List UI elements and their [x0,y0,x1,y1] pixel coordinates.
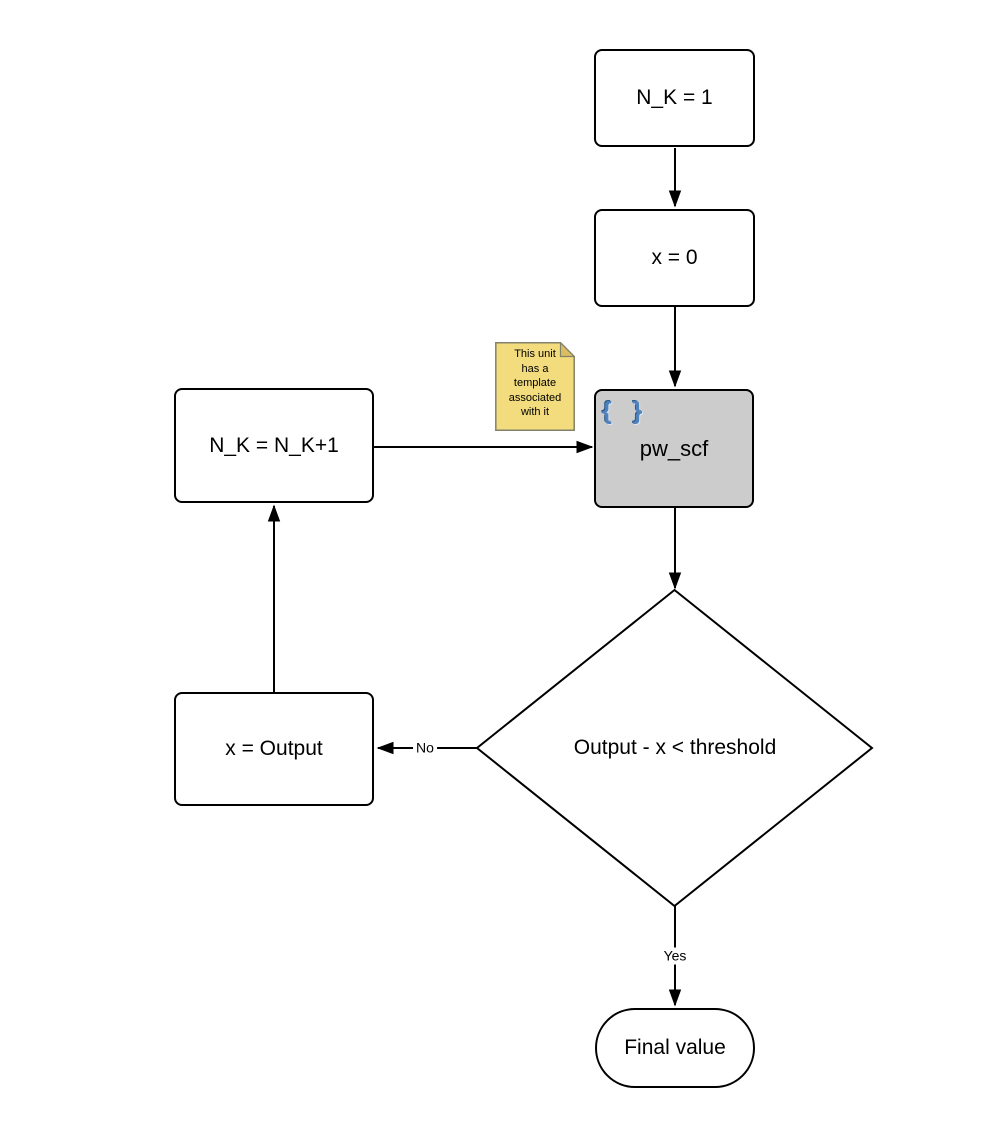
node-final-value-label: Final value [624,1036,726,1059]
node-pw-scf-label: pw_scf [639,435,709,461]
note-text: This unit has a template associated with it [508,348,562,418]
template-note [495,342,575,431]
node-pw-scf [594,389,754,508]
node-nk-increment [174,388,374,503]
node-x-update-label: x = Output [225,737,323,760]
node-nk-increment-label: N_K = N_K+1 [209,433,339,457]
node-decision [477,590,873,906]
node-nk-init-label: N_K = 1 [636,86,713,109]
node-decision-label: Output - x < threshold [573,736,777,759]
node-x-init [594,209,755,307]
edge-label-no: No [413,740,437,757]
node-nk-init [594,49,755,147]
node-x-update [174,692,374,806]
template-braces-icon: { } [602,397,650,425]
node-x-init-label: x = 0 [651,246,698,269]
edge-label-yes: Yes [661,948,690,965]
node-final-value [595,1008,755,1088]
